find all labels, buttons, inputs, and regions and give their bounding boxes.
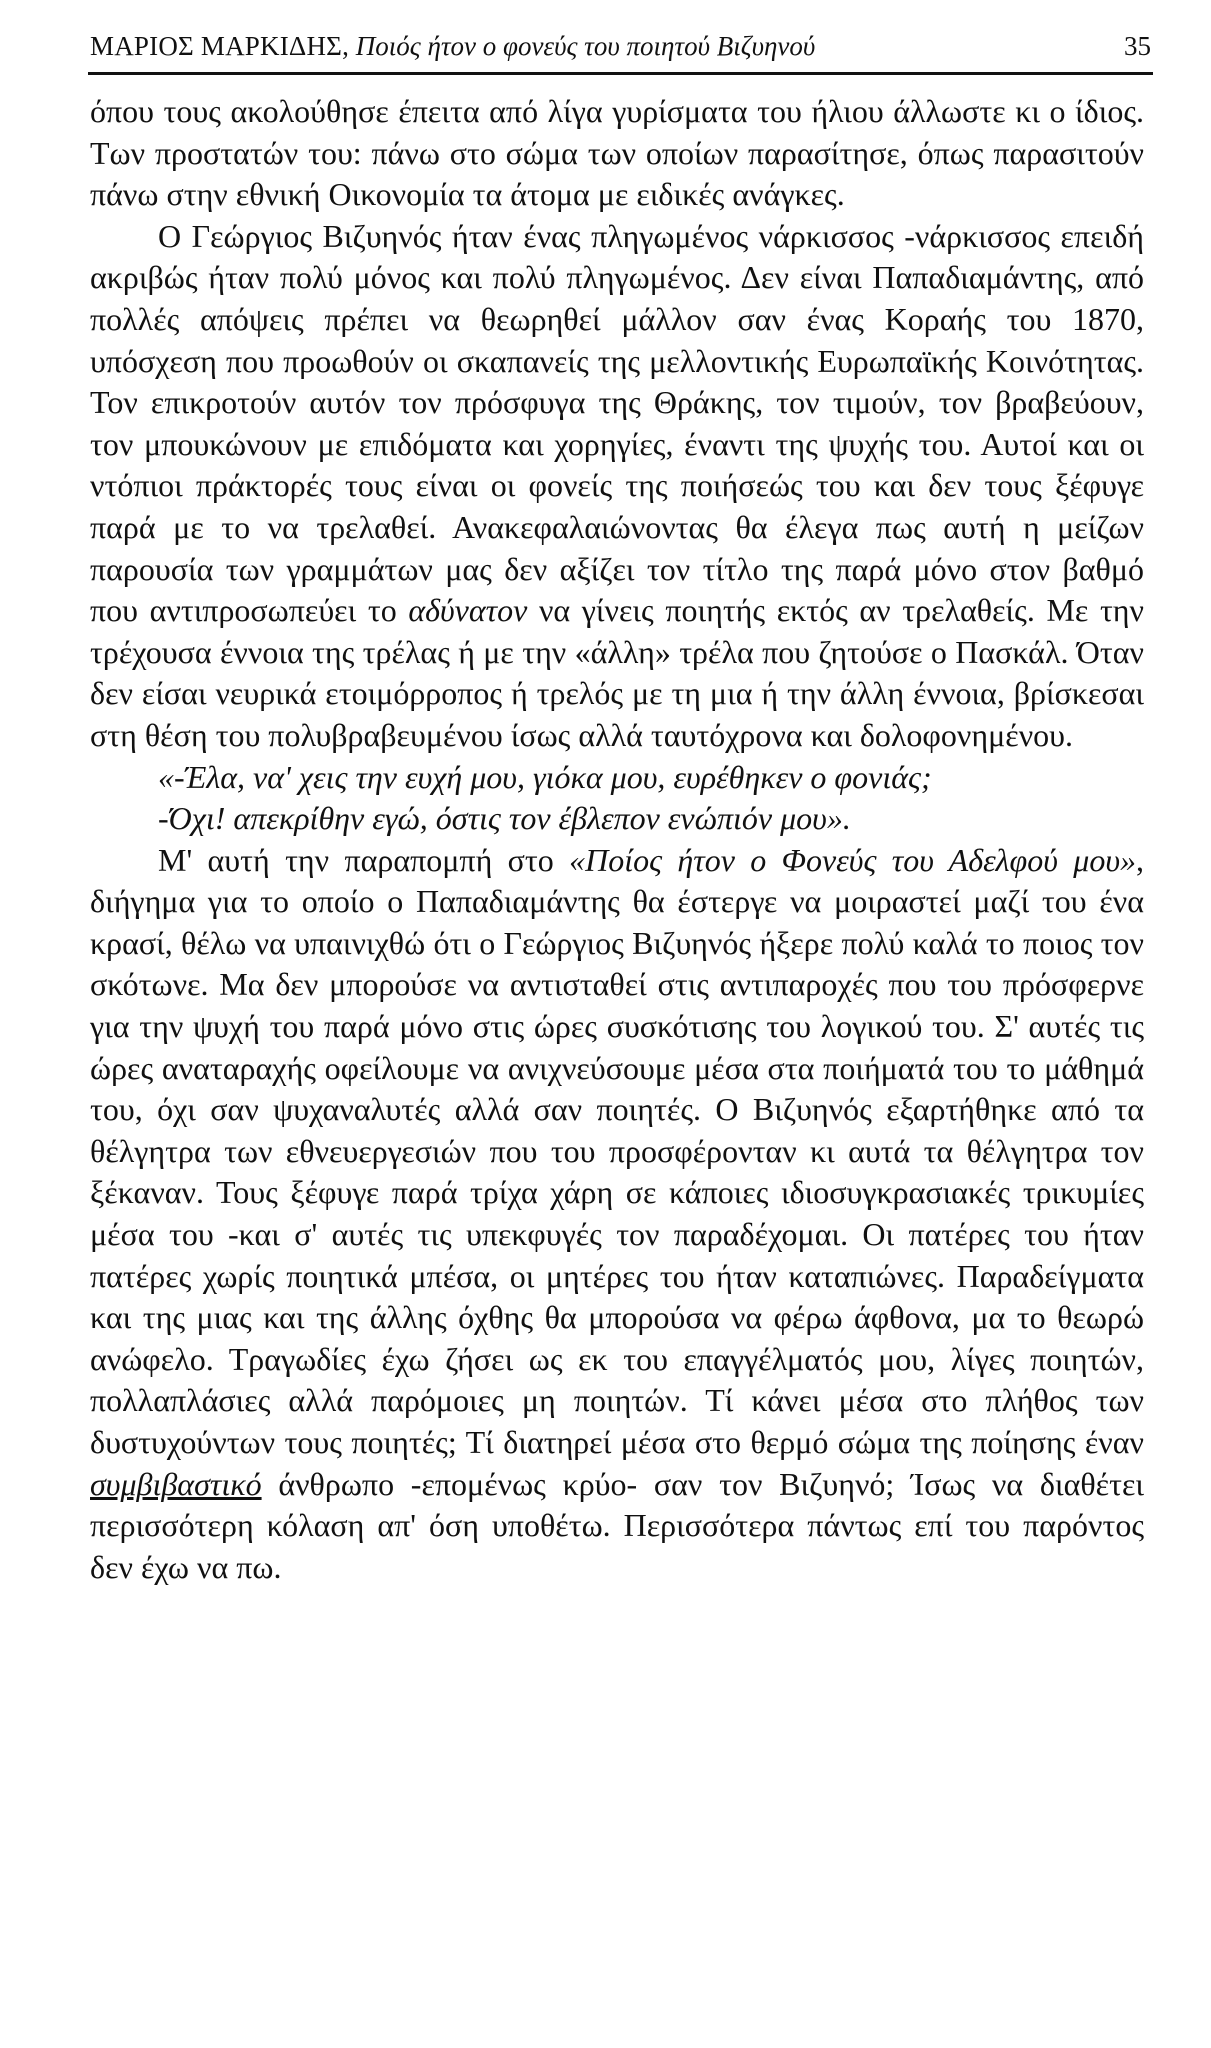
paragraph-2-part-b: να γίνεις ποιητής εκτός αν τρελαθείς. Με την τρέχουσα έννοια της τρέλας ή με την «άλλη» τρέλα που ζητούσε ο Πασκάλ. Όταν δεν είσαι νευρικά ετοιμόρροπος ή τρελός με τη μια ή την άλλη έννοια, βρίσκεσαι στη θέση του πολυβραβευμένου ίσως αλλά ταυτόχρονα και δολοφονημένου. (90, 592, 1145, 753)
quote-line-1: «-Έλα, να' χεις την ευχή μου, γιόκα μου, ευρέθηκεν ο φονιάς; (158, 758, 932, 795)
running-head (90, 24, 1151, 68)
paragraph-3-part-c: άνθρωπο -επομένως κρύο- σαν τον Βιζυηνό; Ίσως να διαθέτει περισσότερη κόλαση απ' όση υποθέτω. Περισσότερα πάντως επί του παρόντος δεν έχω να πω. (90, 1465, 1145, 1585)
header-author: ΜΑΡΙΟΣ ΜΑΡΚΙΔΗΣ, (90, 31, 350, 61)
paragraph-2-part-a: Ο Γεώργιος Βιζυηνός ήταν ένας πληγωμένος νάρκισσος -νάρκισσος επειδή ακριβώς ήταν πολύ μόνος και πολύ πληγωμένος. Δεν είναι Παπαδιαμάντης, από πολλές απόψεις πρέπει να θεωρηθεί μάλλον σαν ένας Κοραής του 1870, υπόσχεση που προωθούν οι σκαπανείς της μελλοντικής Ευρωπαϊκής Κοινότητας. Τον επικροτούν αυτόν τον πρόσφυγα της Θράκης, τον τιμούν, τον βραβεύουν, τον μπουκώνουν με επιδόματα και χορηγίες, έναντι της ψυχής του. Αυτοί και οι ντόπιοι πράκτορές τους είναι οι φονείς της ποιήσεώς του και δεν τους ξέφυγε παρά με το να τρελαθεί. Ανακεφαλαιώνοντας θα έλεγα πως αυτή η μείζων παρουσία των γραμμάτων μας δεν αξίζει τον τίτλο της παρά μόνο στον βαθμό που αντιπροσωπεύει το (90, 217, 1144, 629)
emphasis-symvivastiko: συμβιβαστικό (90, 1465, 262, 1502)
header-rule (88, 72, 1153, 75)
paragraph-3-part-b: , διήγημα για το οποίο ο Παπαδιαμάντης θα έστεργε να μοιραστεί μαζί του ένα κρασί, θέλω να υπαινιχθώ ότι ο Γεώργιος Βιζυηνός ήξερε πολύ καλά το ποιος τον σκότωνε. Μα δεν μπορούσε να αντισταθεί στις αντιπαροχές που του πρόσφερνε για την ψυχή του παρά μόνο στις ώρες συσκότισης του λογικού του. Σ' αυτές τις ώρες αναταραχής οφείλουμε να ανιχνεύσουμε μέσα στα ποιήματά του το μάθημά του, όχι σαν ψυχαναλυτές αλλά σαν ποιητές. Ο Βιζυηνός εξαρτήθηκε από τα θέλγητρα των εθνευεργεσιών που του προσφέρονταν κι αυτά τα θέλγητρα τον ξέκαναν. Τους ξέφυγε παρά τρίχα χάρη σε κάποιες ιδιοσυγκρασιακές τρικυμίες μέσα του -και σ' αυτές τις υπεκφυγές τον παραδέχομαι. Οι πατέρες του ήταν πατέρες χωρίς ποιητικά μπέσα, οι μητέρες του ήταν καταπιώνες. Παραδείγματα και της μιας και της άλλης όχθης θα μπορούσα να φέρω άφθονα, μα το θεωρώ ανώφελο. Τραγωδίες έχω ζήσει ως εκ του επαγγέλματός μου, λίγες ποιητών, πολλαπλάσιες αλλά παρόμοιες μη ποιητών. Τί κάνει μέσα στο πλήθος των δυστυχούντων τους ποιητές; Τί διατηρεί μέσα στο θερμό σώμα της ποίησης έναν (90, 841, 1145, 1460)
emphasis-adynaton: αδύνατον (408, 592, 528, 629)
paragraph-2 (90, 216, 1144, 757)
paragraph-1: όπου τους ακολούθησε έπειτα από λίγα γυρίσματα του ήλιου άλλωστε κι ο ίδιος. Των προστατών του: πάνω στο σώμα των οποίων παρασίτησε, όπως παρασιτούν πάνω στην εθνική Οικονομία τα άτομα με ειδικές ανάγκες. (90, 93, 1144, 213)
page-number: 35 (1124, 31, 1151, 61)
paragraph-3-part-a: Μ' αυτή την παραπομπή στο (158, 841, 554, 878)
body-text (90, 91, 1144, 1588)
header-title: Ποιός ήτον ο φονεύς του ποιητού Βιζυηνού (355, 31, 816, 61)
paragraph-3 (90, 840, 1144, 1589)
emphasis-story-title: «Ποίος ήτον ο Φονεύς του Αδελφού μου» (569, 841, 1137, 878)
quote-line-2: -Όχι! απεκρίθην εγώ, όστις τον έβλεπον ενώπιόν μου». (158, 800, 851, 837)
